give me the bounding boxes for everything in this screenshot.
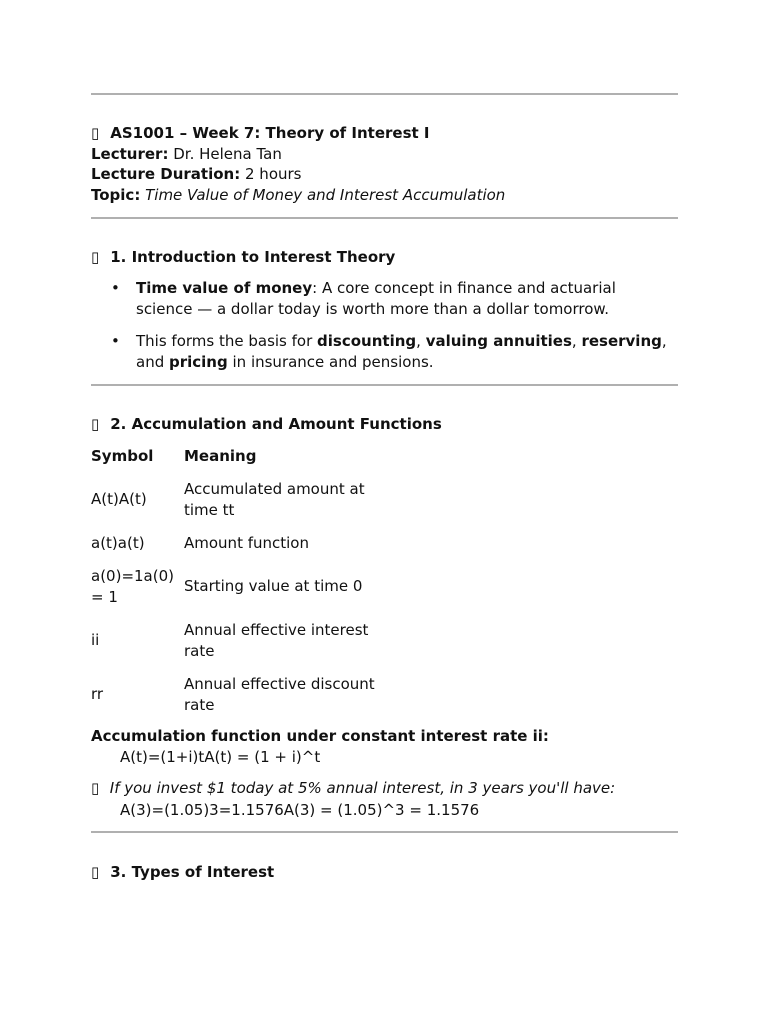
horizontal-rule	[91, 384, 678, 386]
section-heading	[91, 247, 395, 268]
topic-line	[91, 185, 505, 206]
duration-value: 2 hours	[245, 165, 302, 183]
topic-label: Topic:	[91, 186, 141, 204]
example-formula: A(3)=(1.05)3=1.1576A(3) = (1.05)^3 = 1.1576	[120, 801, 480, 819]
table-cell-symbol: A(t)A(t)	[91, 490, 147, 508]
table-cell-symbol: rr	[91, 685, 104, 703]
table-cell-meaning: Annual effective interest rate	[184, 621, 369, 660]
section-icon: ▯	[91, 415, 100, 433]
horizontal-rule	[91, 217, 678, 219]
table-header-symbol: Symbol	[91, 447, 154, 465]
section-3-title: 3. Types of Interest	[110, 863, 275, 881]
table-header-meaning: Meaning	[184, 447, 257, 465]
duration-label: Lecture Duration:	[91, 165, 241, 183]
duration-line	[91, 164, 301, 185]
example-text: If you invest $1 today at 5% annual interest, in 3 years you'll have:	[109, 779, 616, 797]
section-heading	[91, 862, 274, 883]
section-icon: ▯	[91, 248, 100, 266]
symbol-table	[91, 446, 391, 716]
topic-value: Time Value of Money and Interest Accumulation	[145, 186, 506, 204]
bullet-text: Time value of money: A core concept in finance and actuarial science — a dollar today is worth more than a dollar tomorrow.	[136, 279, 616, 318]
accumulation-formula: A(t)=(1+i)tA(t) = (1 + i)^t	[120, 748, 321, 766]
list-item	[91, 278, 678, 322]
section-heading	[91, 414, 442, 435]
table-cell-meaning: Annual effective discount rate	[184, 675, 375, 714]
table-cell-meaning: Accumulated amount at time tt	[184, 480, 365, 519]
bullet-dot: •	[111, 279, 120, 297]
lecturer-label: Lecturer:	[91, 145, 169, 163]
list-item	[91, 331, 678, 375]
table-cell-meaning: Starting value at time 0	[184, 577, 363, 595]
lecture-title-text: AS1001 – Week 7: Theory of Interest I	[110, 124, 430, 142]
section-1-title: 1. Introduction to Interest Theory	[110, 248, 396, 266]
horizontal-rule	[91, 93, 678, 95]
section-2-title: 2. Accumulation and Amount Functions	[110, 415, 442, 433]
lecturer-line	[91, 144, 282, 165]
bullet-dot: •	[111, 332, 120, 350]
table-cell-symbol: a(0)=1a(0) = 1	[91, 567, 174, 606]
table-cell-symbol: a(t)a(t)	[91, 534, 145, 552]
bullet-text: This forms the basis for discounting, valuing annuities, reserving, and pricing in insurance and pensions.	[136, 332, 667, 371]
lecture-title	[91, 123, 429, 144]
table-cell-meaning: Amount function	[184, 534, 309, 552]
table-cell-symbol: ii	[91, 631, 100, 649]
horizontal-rule	[91, 831, 678, 833]
lecturer-name: Dr. Helena Tan	[173, 145, 282, 163]
section-icon: ▯	[91, 863, 100, 881]
book-icon: ▯	[91, 124, 100, 142]
example-line	[91, 778, 615, 799]
lightbulb-icon: ▯	[91, 779, 100, 797]
accumulation-label: Accumulation function under constant interest rate ii:	[91, 727, 549, 745]
